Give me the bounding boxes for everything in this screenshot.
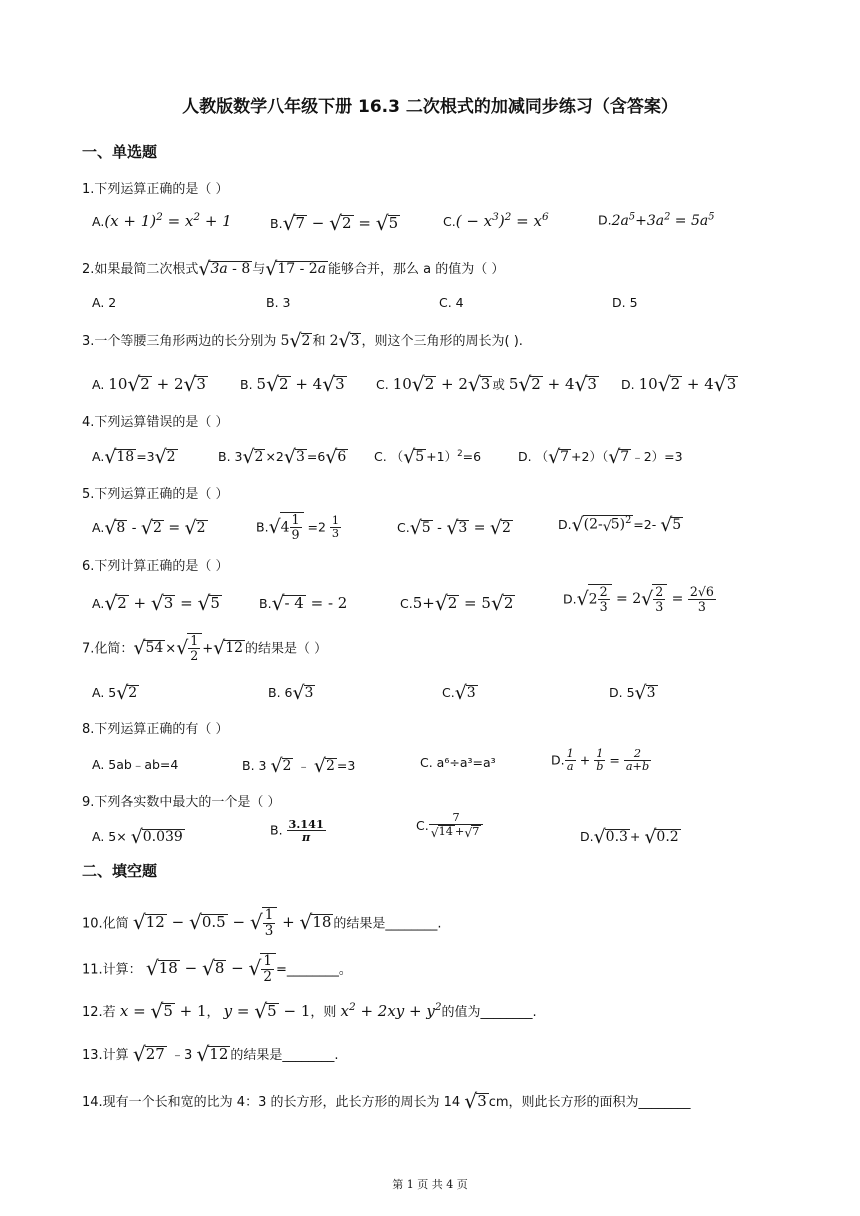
question-6-stem: 6.下列计算正确的是（ ） [82, 559, 229, 574]
question-1-option-a: $A.(x + 1)^2 = x^2 + 1$ [92, 211, 232, 230]
question-12-stem: 12.若 x = √5 + 1， y = √5 − 1，则 $x^2 + 2xy + y^2$的值为________. [82, 999, 537, 1023]
question-5-option-d: $D.√(2-√5)^2 =2-$ √5 [558, 514, 682, 536]
question-11-stem: 11.计算： √18 − √8 − √ $\frac{1}{2}$ =________。 [82, 953, 352, 985]
question-2-stem: 2.如果最简二次根式√3a - 8 与√17 - 2a 能够合并，那么 a 的值为（ ） [82, 258, 505, 280]
question-4-stem: 4.下列运算错误的是（ ） [82, 415, 229, 430]
question-4-option-a: A.√18 =3√2 [92, 446, 176, 468]
question-6-option-b: B.√- 4 = - 2 [259, 591, 348, 615]
question-8-option-d: D. $\frac{1}{a}$ + $\frac{1}{b}$ = $\frac{2}{a+b}$ [551, 747, 650, 774]
question-2-option-b: B. 3 [266, 295, 291, 310]
question-8-option-a: A. 5ab﹣ab=4 [92, 757, 179, 772]
question-14-stem: 14.现有一个长和宽的比为 4：3 的长方形，此长方形的周长为 14 √3 cm，则此长方形的面积为________ [82, 1089, 691, 1113]
question-3-stem: 3.一个等腰三角形两边的长分别为 5√2 和 2√3 ，则这个三角形的周长为( ). [82, 330, 523, 352]
question-8-stem: 8.下列运算正确的有（ ） [82, 722, 229, 737]
question-2-option-a: A. 2 [92, 295, 117, 310]
question-5-stem: 5.下列运算正确的是（ ） [82, 487, 229, 502]
question-1-option-b: B.√7 − √2 = √5 [270, 211, 399, 235]
question-9-option-a: A. 5× √0.039 [92, 826, 183, 848]
question-4-option-b: B. 3√2 ×2√3 =6√6 [218, 446, 347, 468]
question-2-option-c: C. 4 [439, 295, 464, 310]
question-4-option-c: C. $(√5 +1)^2=6$ [374, 446, 482, 468]
question-1-stem: 1.下列运算正确的是（ ） [82, 182, 229, 197]
question-5-option-c: C.√5 - √3 = √2 [397, 517, 511, 539]
page-footer: 第 1 页 共 4 页 [392, 1178, 468, 1191]
question-2-option-d: D. 5 [612, 295, 638, 310]
question-10-stem: 10.化简 √12 − √0.5 − √ $\frac{1}{3}$ + √18 的结果是________. [82, 907, 442, 939]
page-title: 人教版数学八年级下册 16.3 二次根式的加减同步练习（含答案） [182, 97, 678, 117]
question-9-option-d: D.√0.3 + √0.2 [580, 826, 679, 848]
question-9-option-c: C. $\frac{7}{√14 +√7}$ [416, 812, 483, 841]
question-6-option-a: A.√2 + √3 = √5 [92, 591, 220, 615]
question-3-option-d: D. 10√2 + 4√3 [621, 372, 737, 396]
question-9-stem: 9.下列各实数中最大的一个是（ ） [82, 795, 281, 810]
question-7-option-a: A. 5√2 [92, 682, 138, 704]
question-1-option-d: $D.2a^5+3a^2 = 5a^5$ [598, 211, 715, 229]
question-4-option-d: D. （√7 +2）（√7 ﹣2）=3 [518, 446, 683, 468]
question-3-option-c: C. 10√2 + 2√3 或 5√2 + 4√3 [376, 372, 597, 396]
question-6-option-c: C.5+√2 = 5√2 [400, 591, 514, 615]
question-8-option-b: B. 3 √2 ﹣ √2 =3 [242, 755, 356, 777]
section-heading-fill-blank: 二、填空题 [82, 862, 158, 880]
question-7-stem: 7.化简：√54 ×√ $\frac{1}{2}$ +√12 的结果是（ ） [82, 633, 328, 663]
question-5-option-a: A.√8 - √2 = √2 [92, 517, 206, 539]
question-3-option-b: B. 5√2 + 4√3 [240, 372, 345, 396]
question-3-option-a: A. 10√2 + 2√3 [92, 372, 206, 396]
question-7-option-d: D. 5√3 [609, 682, 656, 704]
section-heading-single-choice: 一、单选题 [82, 143, 158, 161]
question-13-stem: 13.计算 √27 ﹣3 √12 的结果是________. [82, 1042, 339, 1066]
question-5-option-b: B.√4 $\frac{1}{9}$ =2 $\frac{1}{3}$ [256, 512, 340, 542]
question-8-option-c: C. a⁶÷a³=a³ [420, 755, 496, 770]
question-1-option-c: $C.( - x^3)^2 = x^6$ [443, 211, 549, 230]
question-7-option-c: C.√3 [442, 682, 476, 704]
question-6-option-d: D.√2 $\frac{2}{3}$ = 2√ $\frac{2}{3}$ = $\frac{2√6}{3}$ [563, 584, 714, 614]
question-9-option-b: B. $\frac{3.141}{\pi}$ [270, 817, 324, 845]
question-7-option-b: B. 6√3 [268, 682, 314, 704]
